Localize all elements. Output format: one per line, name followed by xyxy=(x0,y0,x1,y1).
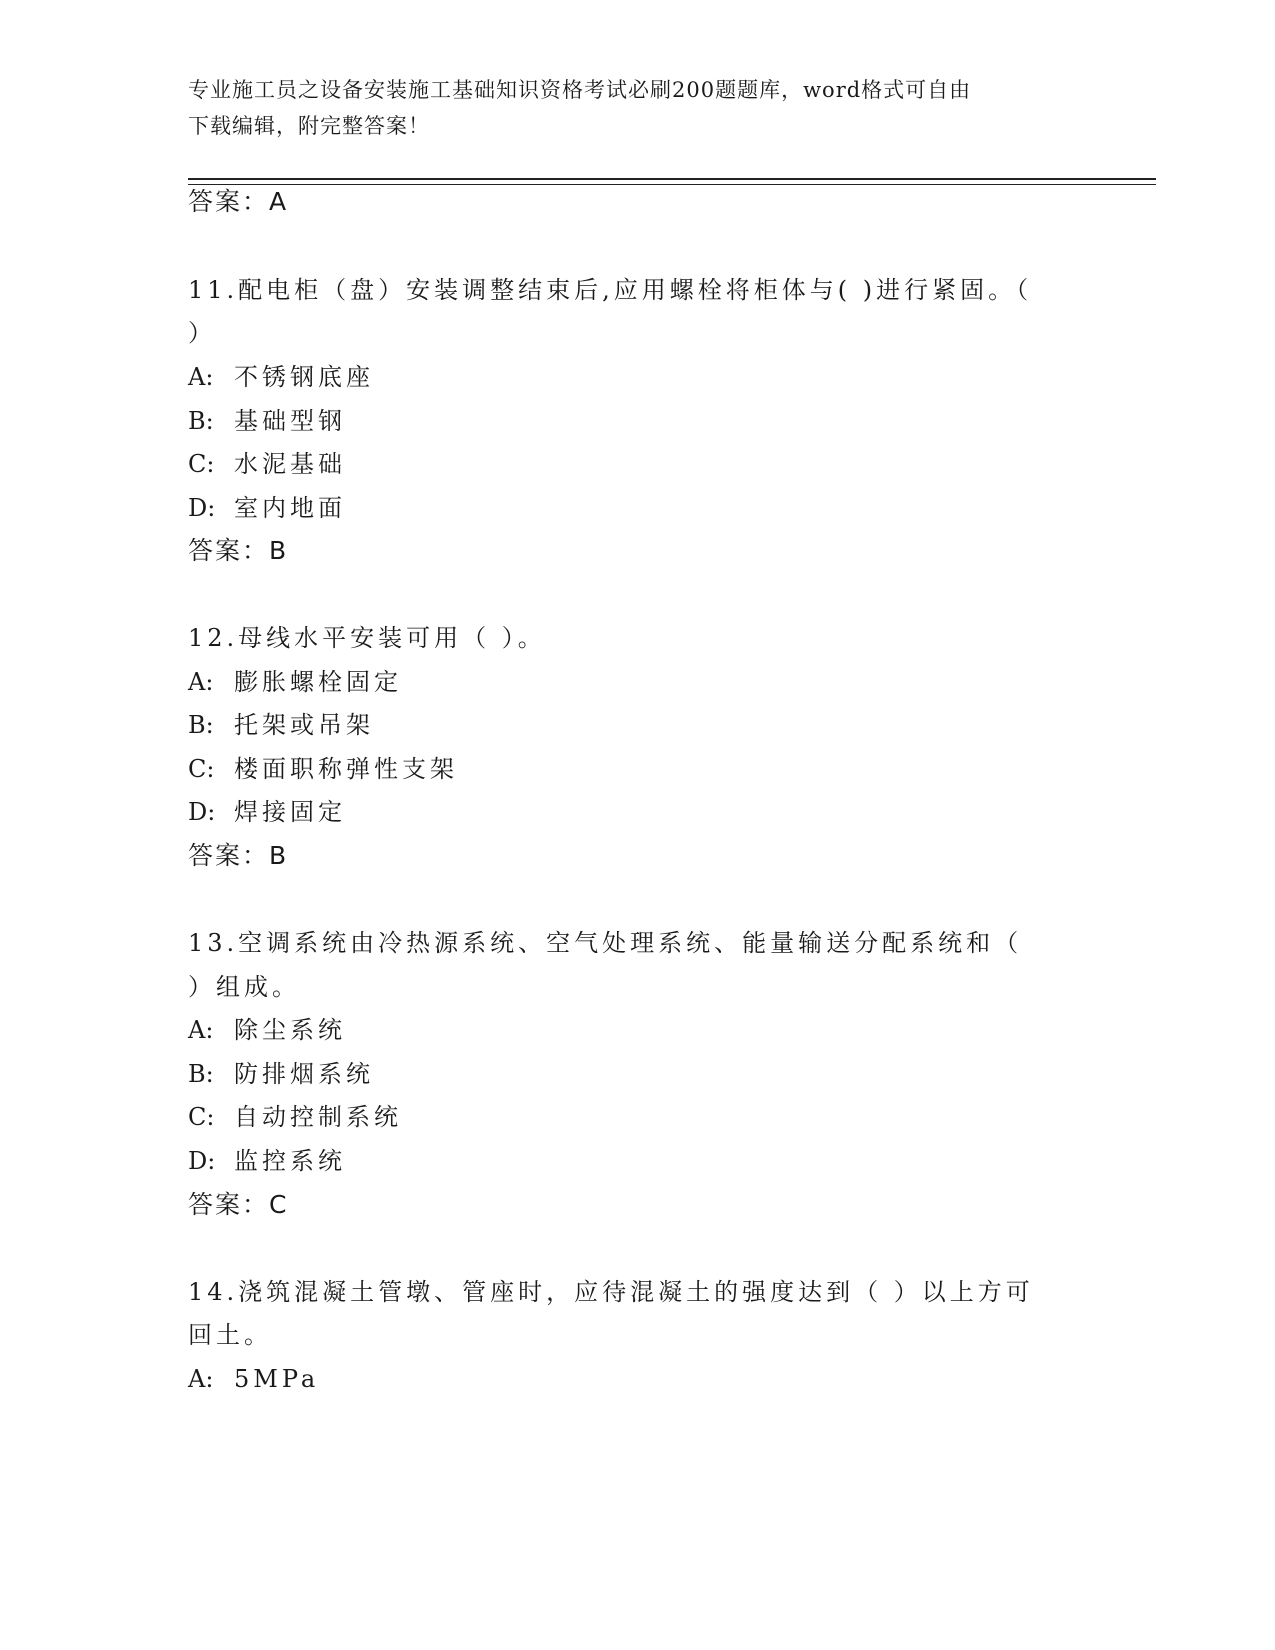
header-line-1: 专业施工员之设备安装施工基础知识资格考试必刷200题题库，word格式可自由 xyxy=(188,78,972,102)
previous-answer: 答案：A xyxy=(188,187,289,216)
option-text: 自动控制系统 xyxy=(234,1103,402,1131)
option-label: A: xyxy=(188,668,214,696)
question-12-stem-line-1: 12.母线水平安装可用（ ）。 xyxy=(188,624,546,652)
option-text: 托架或吊架 xyxy=(234,711,374,739)
option-text: 楼面职称弹性支架 xyxy=(234,755,458,783)
question-13-option-a xyxy=(188,1015,346,1045)
question-11-option-b xyxy=(188,406,346,436)
question-13-answer: 答案：C xyxy=(188,1190,289,1219)
question-11-answer: 答案：B xyxy=(188,536,289,565)
question-11-stem-line-2: ） xyxy=(188,319,216,347)
question-13-stem-line-2: ）组成。 xyxy=(188,973,300,1001)
question-14-stem-line-1: 14.浇筑混凝土管墩、管座时，应待混凝土的强度达到（ ）以上方可 xyxy=(188,1278,1034,1306)
option-text: 不锈钢底座 xyxy=(234,363,374,391)
option-text: 水泥基础 xyxy=(234,450,346,478)
question-12-option-a xyxy=(188,667,402,697)
header-line-2: 下载编辑，附完整答案！ xyxy=(188,114,430,138)
header-divider-thin xyxy=(188,184,1156,185)
option-text: 防排烟系统 xyxy=(234,1060,374,1088)
option-text: 基础型钢 xyxy=(234,407,346,435)
option-label: A: xyxy=(188,1365,214,1393)
option-label: C: xyxy=(188,450,215,478)
header-divider-thick xyxy=(188,178,1156,180)
option-label: D: xyxy=(188,1147,216,1175)
question-14-option-a xyxy=(188,1364,319,1394)
question-12-option-c xyxy=(188,754,458,784)
option-label: D: xyxy=(188,798,216,826)
option-label: D: xyxy=(188,494,216,522)
option-text: 焊接固定 xyxy=(234,798,346,826)
question-11-stem-line-1: 11.配电柜（盘）安装调整结束后,应用螺栓将柜体与( )进行紧固。（ xyxy=(188,276,1033,304)
option-label: B: xyxy=(188,1060,214,1088)
question-13-option-d xyxy=(188,1146,346,1176)
option-label: C: xyxy=(188,755,215,783)
option-label: C: xyxy=(188,1103,215,1131)
question-11-option-c xyxy=(188,449,346,479)
option-text: 监控系统 xyxy=(234,1147,346,1175)
question-11-option-d xyxy=(188,493,346,523)
option-label: A: xyxy=(188,1016,214,1044)
option-text: 除尘系统 xyxy=(234,1016,346,1044)
question-14-stem-line-2: 回土。 xyxy=(188,1321,272,1349)
question-11-option-a xyxy=(188,362,374,392)
option-label: A: xyxy=(188,363,214,391)
question-12-answer: 答案：B xyxy=(188,841,289,870)
option-text: 室内地面 xyxy=(234,494,346,522)
question-13-option-c xyxy=(188,1102,402,1132)
question-13-option-b xyxy=(188,1059,374,1089)
option-text: 膨胀螺栓固定 xyxy=(234,668,402,696)
option-text: 5MPa xyxy=(234,1365,320,1393)
question-12-option-b xyxy=(188,710,374,740)
question-13-stem-line-1: 13.空调系统由冷热源系统、空气处理系统、能量输送分配系统和（ xyxy=(188,929,1023,957)
document-header xyxy=(188,72,1068,144)
question-12-option-d xyxy=(188,797,346,827)
option-label: B: xyxy=(188,711,214,739)
option-label: B: xyxy=(188,407,214,435)
